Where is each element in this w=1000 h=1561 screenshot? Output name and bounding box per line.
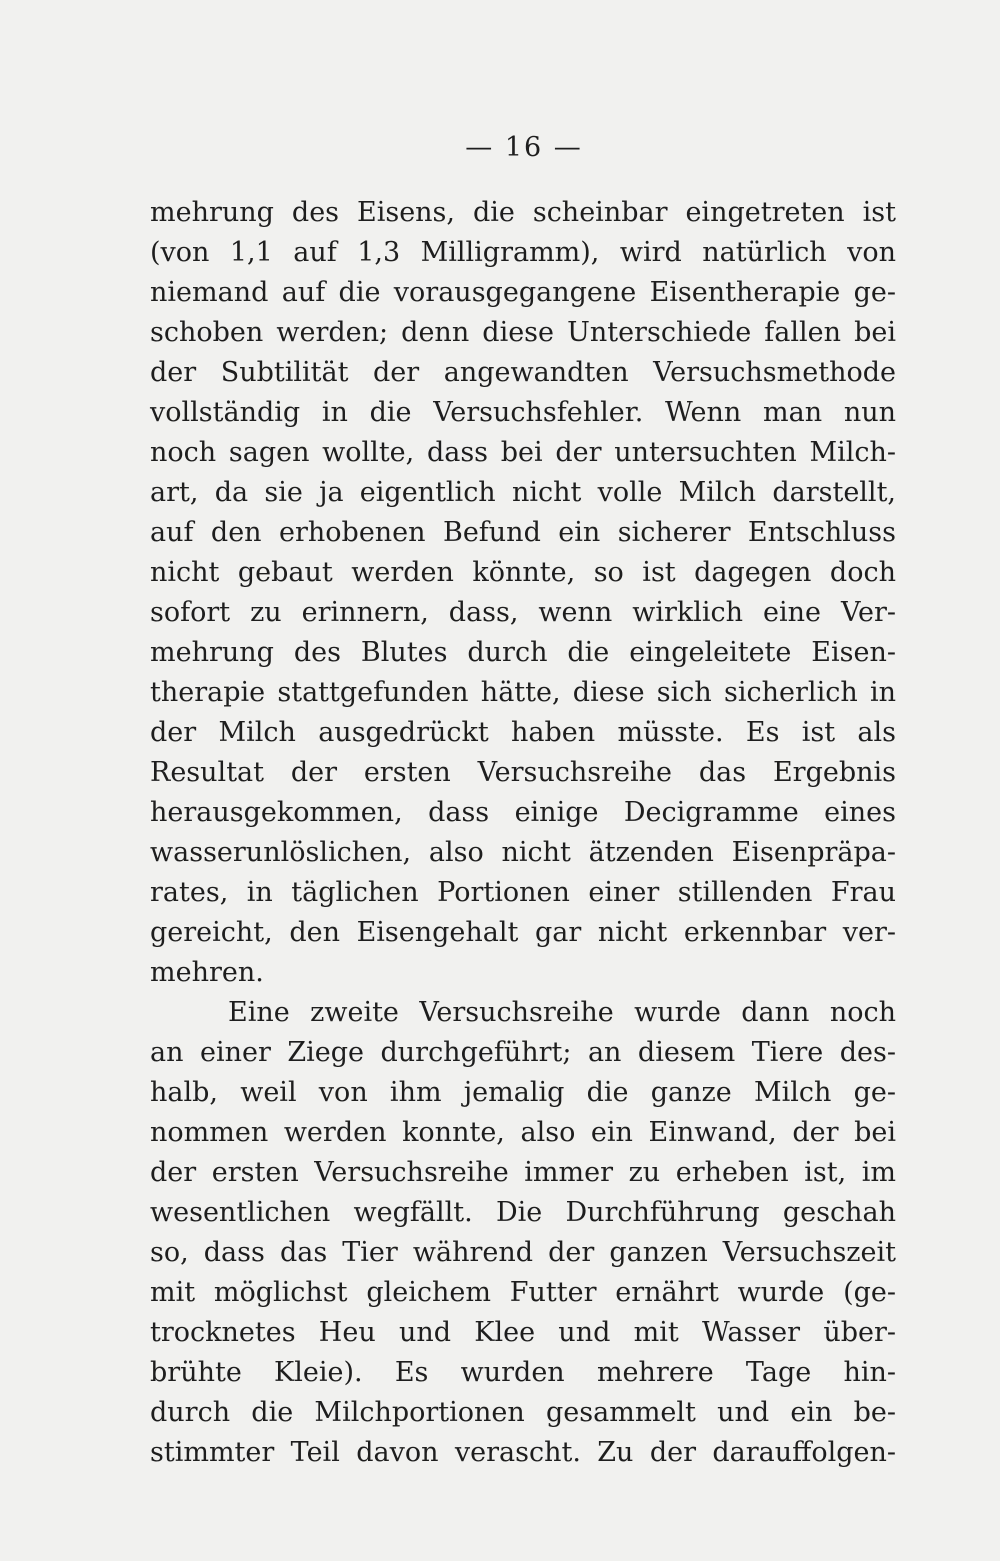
- text-line-31: durch die Milchportionen gesammelt und ein be-: [150, 1397, 896, 1428]
- text-line-22: an einer Ziege durchgeführt; an diesem Tiere des-: [150, 1037, 896, 1068]
- text-line-16: herausgekommen, dass einige Decigramme eines: [150, 797, 896, 828]
- text-line-19: gereicht, den Eisengehalt gar nicht erkennbar ver-: [150, 917, 896, 948]
- text-line-11: sofort zu erinnern, dass, wenn wirklich eine Ver-: [150, 597, 896, 628]
- text-line-2: (von 1,1 auf 1,3 Milligramm), wird natürlich von: [150, 237, 896, 268]
- text-line-24: nommen werden konnte, also ein Einwand, der bei: [150, 1117, 896, 1148]
- text-line-29: trocknetes Heu und Klee und mit Wasser über-: [150, 1317, 896, 1348]
- text-line-12: mehrung des Blutes durch die eingeleitete Eisen-: [150, 637, 896, 668]
- text-line-13: therapie stattgefunden hätte, diese sich sicherlich in: [150, 677, 896, 708]
- text-line-8: art, da sie ja eigentlich nicht volle Milch darstellt,: [150, 477, 896, 508]
- body-text: [150, 193, 896, 1473]
- text-line-21: Eine zweite Versuchsreihe wurde dann noch: [228, 997, 896, 1028]
- text-line-4: schoben werden; denn diese Unterschiede fallen bei: [150, 317, 896, 348]
- text-line-17: wasserunlöslichen, also nicht ätzenden Eisenpräpa-: [150, 837, 896, 868]
- text-line-1: mehrung des Eisens, die scheinbar eingetreten ist: [150, 197, 896, 228]
- page-number: — 16 —: [465, 132, 583, 163]
- text-line-3: niemand auf die vorausgegangene Eisentherapie ge-: [150, 277, 896, 308]
- text-line-26: wesentlichen wegfällt. Die Durchführung geschah: [150, 1197, 896, 1228]
- text-line-25: der ersten Versuchsreihe immer zu erheben ist, im: [150, 1157, 896, 1188]
- text-line-14: der Milch ausgedrückt haben müsste. Es ist als: [150, 717, 896, 748]
- text-line-28: mit möglichst gleichem Futter ernährt wurde (ge-: [150, 1277, 896, 1308]
- text-line-18: rates, in täglichen Portionen einer stillenden Frau: [150, 877, 896, 908]
- text-line-7: noch sagen wollte, dass bei der untersuchten Milch-: [150, 437, 896, 468]
- text-line-5: der Subtilität der angewandten Versuchsmethode: [150, 357, 896, 388]
- text-line-27: so, dass das Tier während der ganzen Versuchszeit: [150, 1237, 896, 1268]
- text-line-20: mehren.: [150, 957, 264, 988]
- text-line-10: nicht gebaut werden könnte, so ist dagegen doch: [150, 557, 896, 588]
- text-line-23: halb, weil von ihm jemalig die ganze Milch ge-: [150, 1077, 896, 1108]
- text-line-32: stimmter Teil davon verascht. Zu der darauffolgen-: [150, 1437, 896, 1468]
- text-line-15: Resultat der ersten Versuchsreihe das Ergebnis: [150, 757, 896, 788]
- text-line-6: vollständig in die Versuchsfehler. Wenn man nun: [150, 397, 896, 428]
- text-line-30: brühte Kleie). Es wurden mehrere Tage hin-: [150, 1357, 896, 1388]
- text-line-9: auf den erhobenen Befund ein sicherer Entschluss: [150, 517, 896, 548]
